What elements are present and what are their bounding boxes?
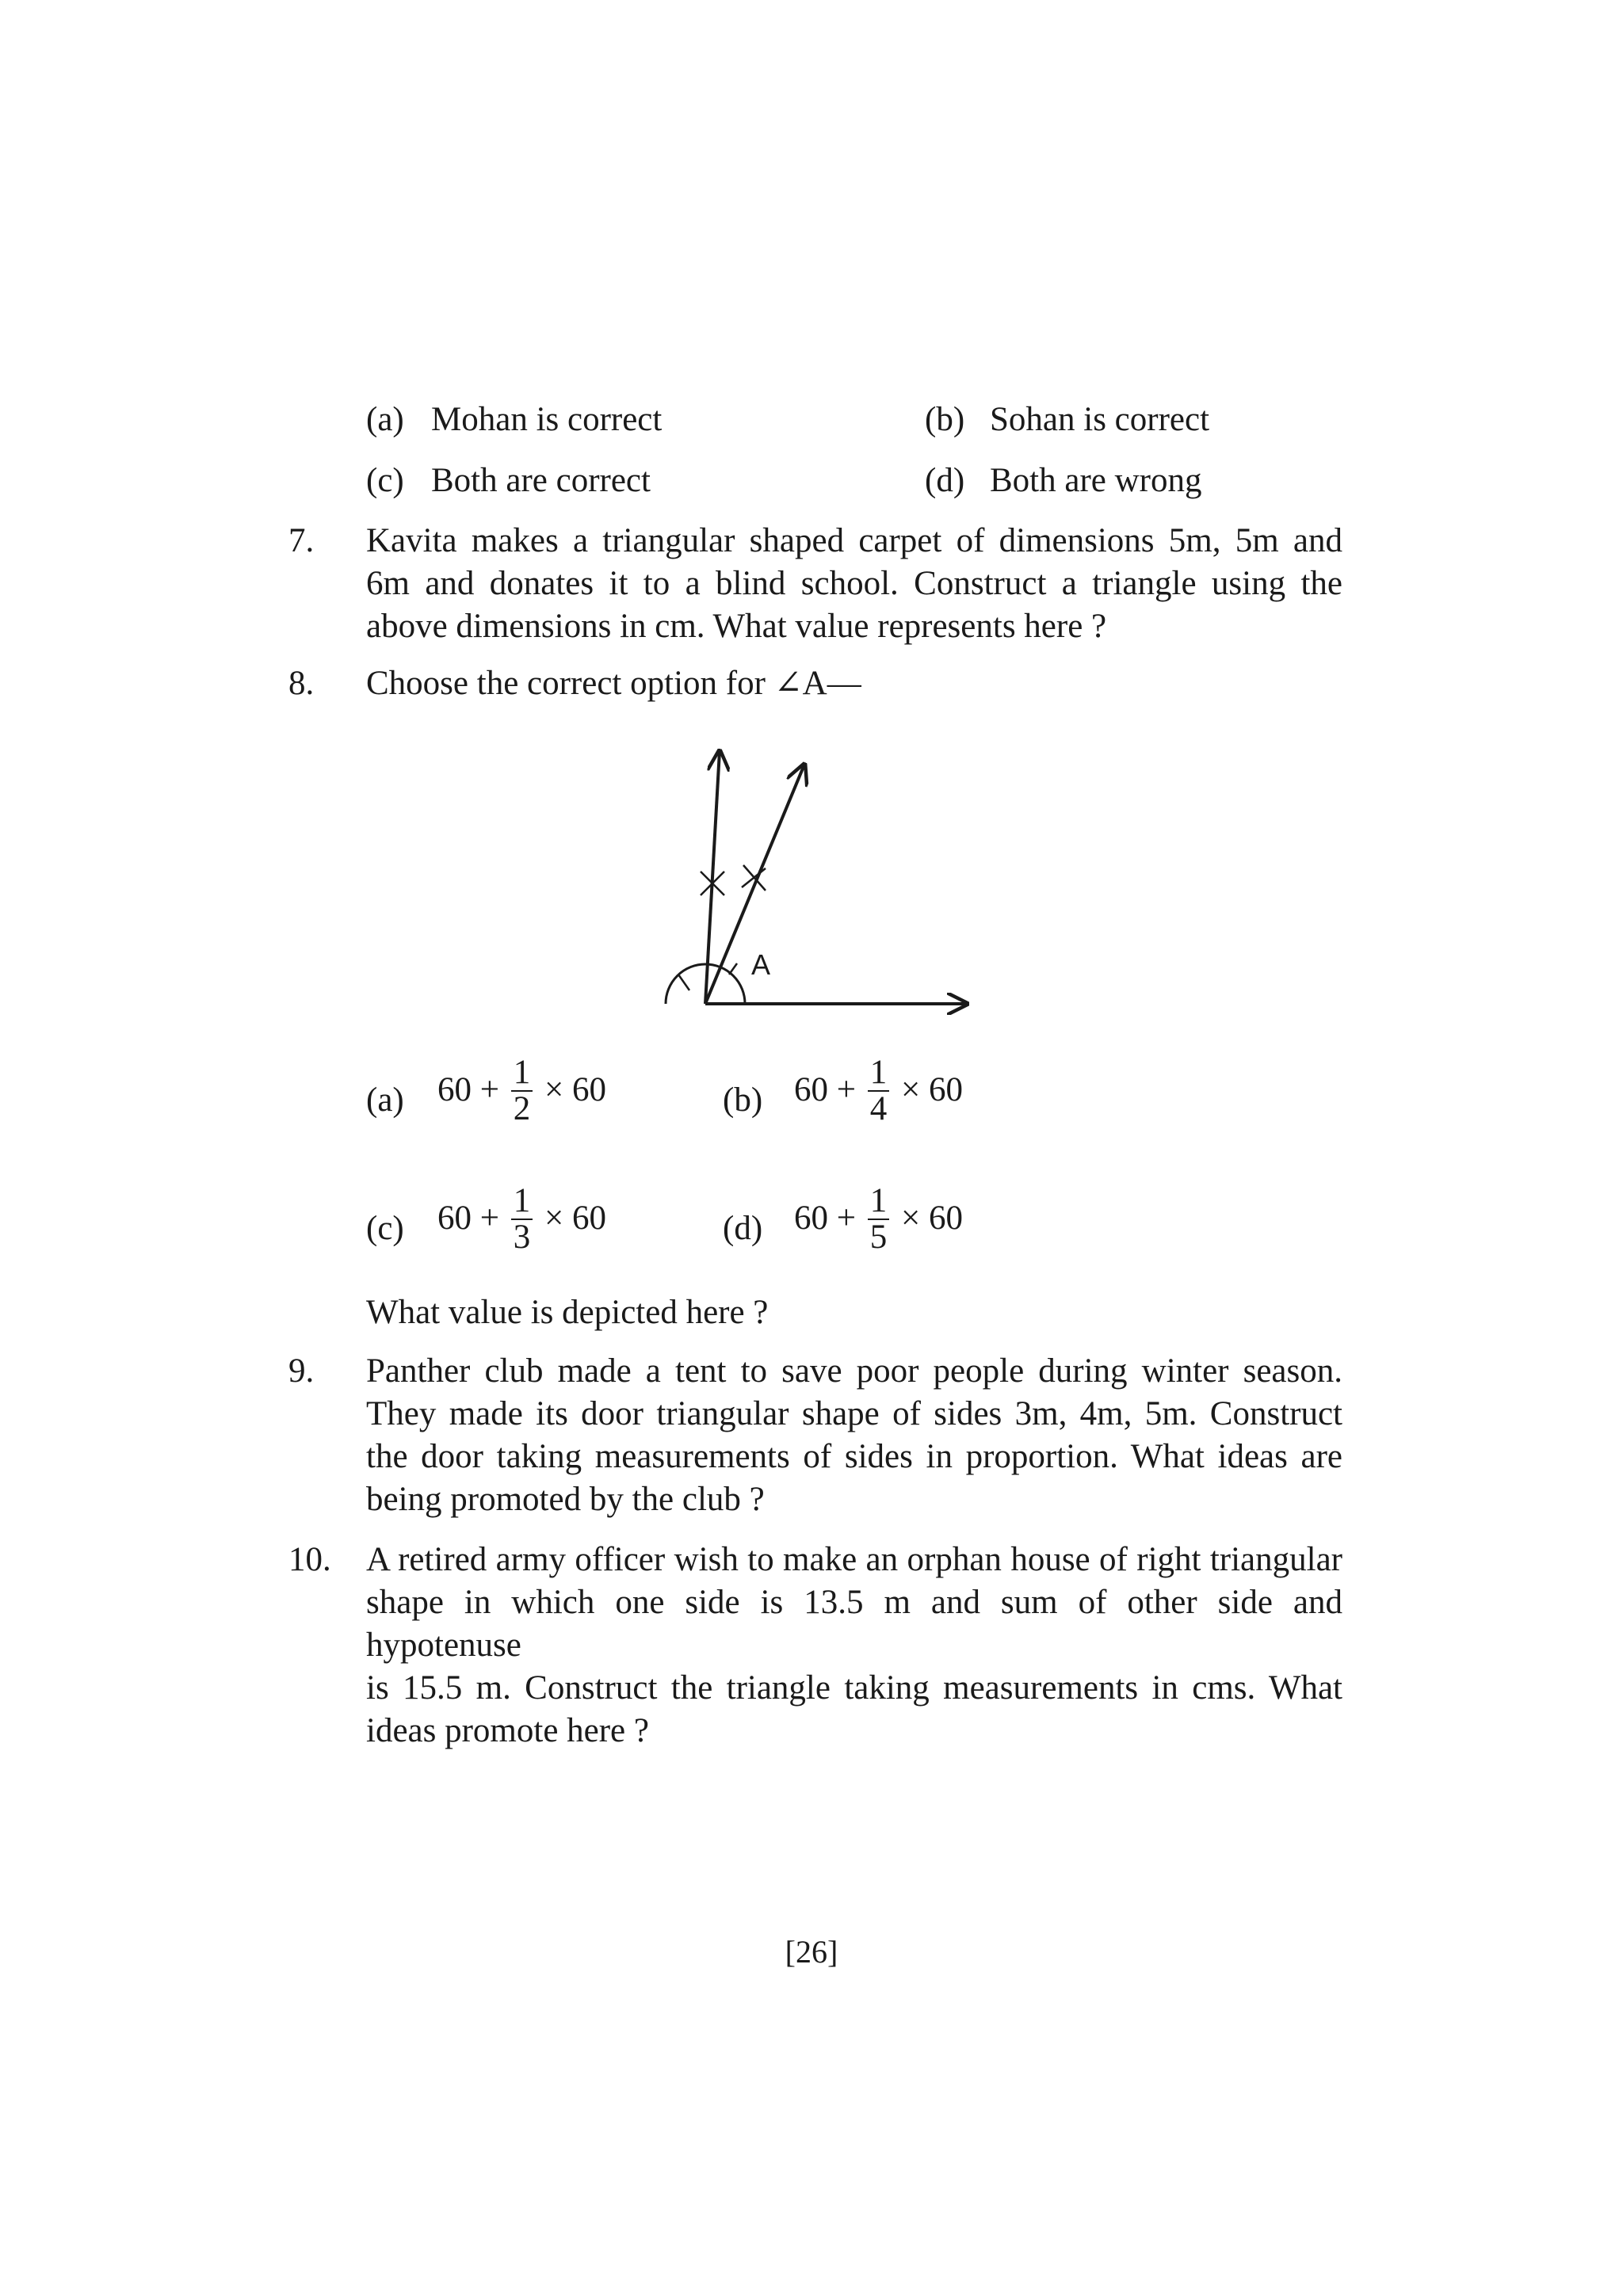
- q6-option-a: [366, 396, 662, 444]
- angle-label: A: [751, 948, 771, 981]
- expr-suffix: × 60: [901, 1199, 964, 1237]
- option-label: (d): [925, 462, 965, 499]
- question-line: Choose the correct option for ∠A—: [366, 665, 861, 702]
- denominator: 2: [513, 1090, 531, 1127]
- question-line: ideas promote here ?: [366, 1712, 649, 1749]
- numerator: 1: [868, 1055, 890, 1092]
- option-label: (d): [723, 1210, 763, 1247]
- option-label: (c): [366, 462, 404, 499]
- arc-tick: [729, 963, 737, 974]
- q8-option-c: [366, 1182, 683, 1269]
- question-number: 9.: [288, 1352, 315, 1390]
- q8-option-b: [723, 1054, 1040, 1141]
- expr-prefix: 60 +: [794, 1199, 857, 1237]
- angle-construction-figure: [650, 737, 983, 1022]
- question-line: shape in which one side is 13.5 m and sum of other side and hypotenuse: [366, 1584, 1342, 1664]
- fraction: [868, 1184, 890, 1255]
- question-line: above dimensions in cm. What value represents here ?: [366, 608, 1107, 645]
- option-label: (a): [366, 401, 404, 438]
- q6-option-b: [925, 396, 1209, 444]
- numerator: 1: [868, 1184, 890, 1220]
- option-label: (a): [366, 1081, 404, 1119]
- q8-option-d: [723, 1182, 1040, 1269]
- denominator: 4: [869, 1090, 888, 1127]
- q8-followup: [288, 1291, 1342, 1334]
- question-text: [366, 520, 1342, 648]
- option-text: Both are wrong: [990, 462, 1202, 499]
- question-text: [366, 1291, 1342, 1334]
- fraction: [868, 1055, 890, 1127]
- fraction-expression: [437, 1054, 606, 1141]
- numerator: 1: [511, 1184, 533, 1220]
- expr-suffix: × 60: [901, 1070, 964, 1108]
- fraction: [511, 1055, 533, 1127]
- question-line: is 15.5 m. Construct the triangle taking measurements in cms. What: [366, 1669, 1342, 1707]
- question-line: 6m and donates it to a blind school. Construct a triangle using the: [366, 565, 1342, 602]
- question-line: What value is depicted here ?: [366, 1294, 769, 1331]
- option-text: Both are correct: [431, 462, 651, 499]
- question-7: [288, 520, 1342, 648]
- option-label: (b): [723, 1081, 763, 1119]
- q6-option-d: [925, 457, 1202, 505]
- q6-options-row-2: [366, 457, 1341, 505]
- question-line: Panther club made a tent to save poor people during winter season.: [366, 1352, 1342, 1390]
- question-text: [366, 662, 1342, 705]
- expr-suffix: × 60: [544, 1070, 607, 1108]
- question-9: [288, 1350, 1342, 1521]
- expr-prefix: 60 +: [437, 1199, 500, 1237]
- fraction-expression: [794, 1182, 963, 1269]
- option-label: (c): [366, 1210, 404, 1247]
- question-number: 10.: [288, 1541, 331, 1578]
- numerator: 1: [511, 1055, 533, 1092]
- question-text: [366, 1350, 1342, 1521]
- expr-prefix: 60 +: [437, 1070, 500, 1108]
- denominator: 5: [869, 1219, 888, 1256]
- question-number: 8.: [288, 665, 315, 702]
- option-text: Sohan is correct: [990, 401, 1210, 438]
- q8-option-a: [366, 1054, 683, 1141]
- option-label: (b): [925, 401, 965, 438]
- question-10: [288, 1539, 1342, 1753]
- expr-suffix: × 60: [544, 1199, 607, 1237]
- option-text: Mohan is correct: [431, 401, 663, 438]
- question-line: being promoted by the club ?: [366, 1481, 765, 1518]
- fraction-expression: [437, 1182, 606, 1269]
- question-line: the door taking measurements of sides in proportion. What ideas are: [366, 1438, 1342, 1475]
- q6-option-c: [366, 457, 651, 505]
- arc-tick: [678, 974, 689, 990]
- q6-options-row-1: [366, 396, 1341, 444]
- question-line: Kavita makes a triangular shaped carpet of dimensions 5m, 5m and: [366, 522, 1342, 559]
- question-number: 7.: [288, 522, 315, 559]
- fraction: [511, 1184, 533, 1255]
- expr-prefix: 60 +: [794, 1070, 857, 1108]
- page-number: [26]: [785, 1934, 838, 1970]
- denominator: 3: [513, 1219, 531, 1256]
- fraction-expression: [794, 1054, 963, 1141]
- question-line: A retired army officer wish to make an orphan house of right triangular: [366, 1541, 1342, 1578]
- question-text: [366, 1539, 1342, 1753]
- question-line: They made its door triangular shape of sides 3m, 4m, 5m. Construct: [366, 1395, 1342, 1432]
- question-8: [288, 662, 1342, 705]
